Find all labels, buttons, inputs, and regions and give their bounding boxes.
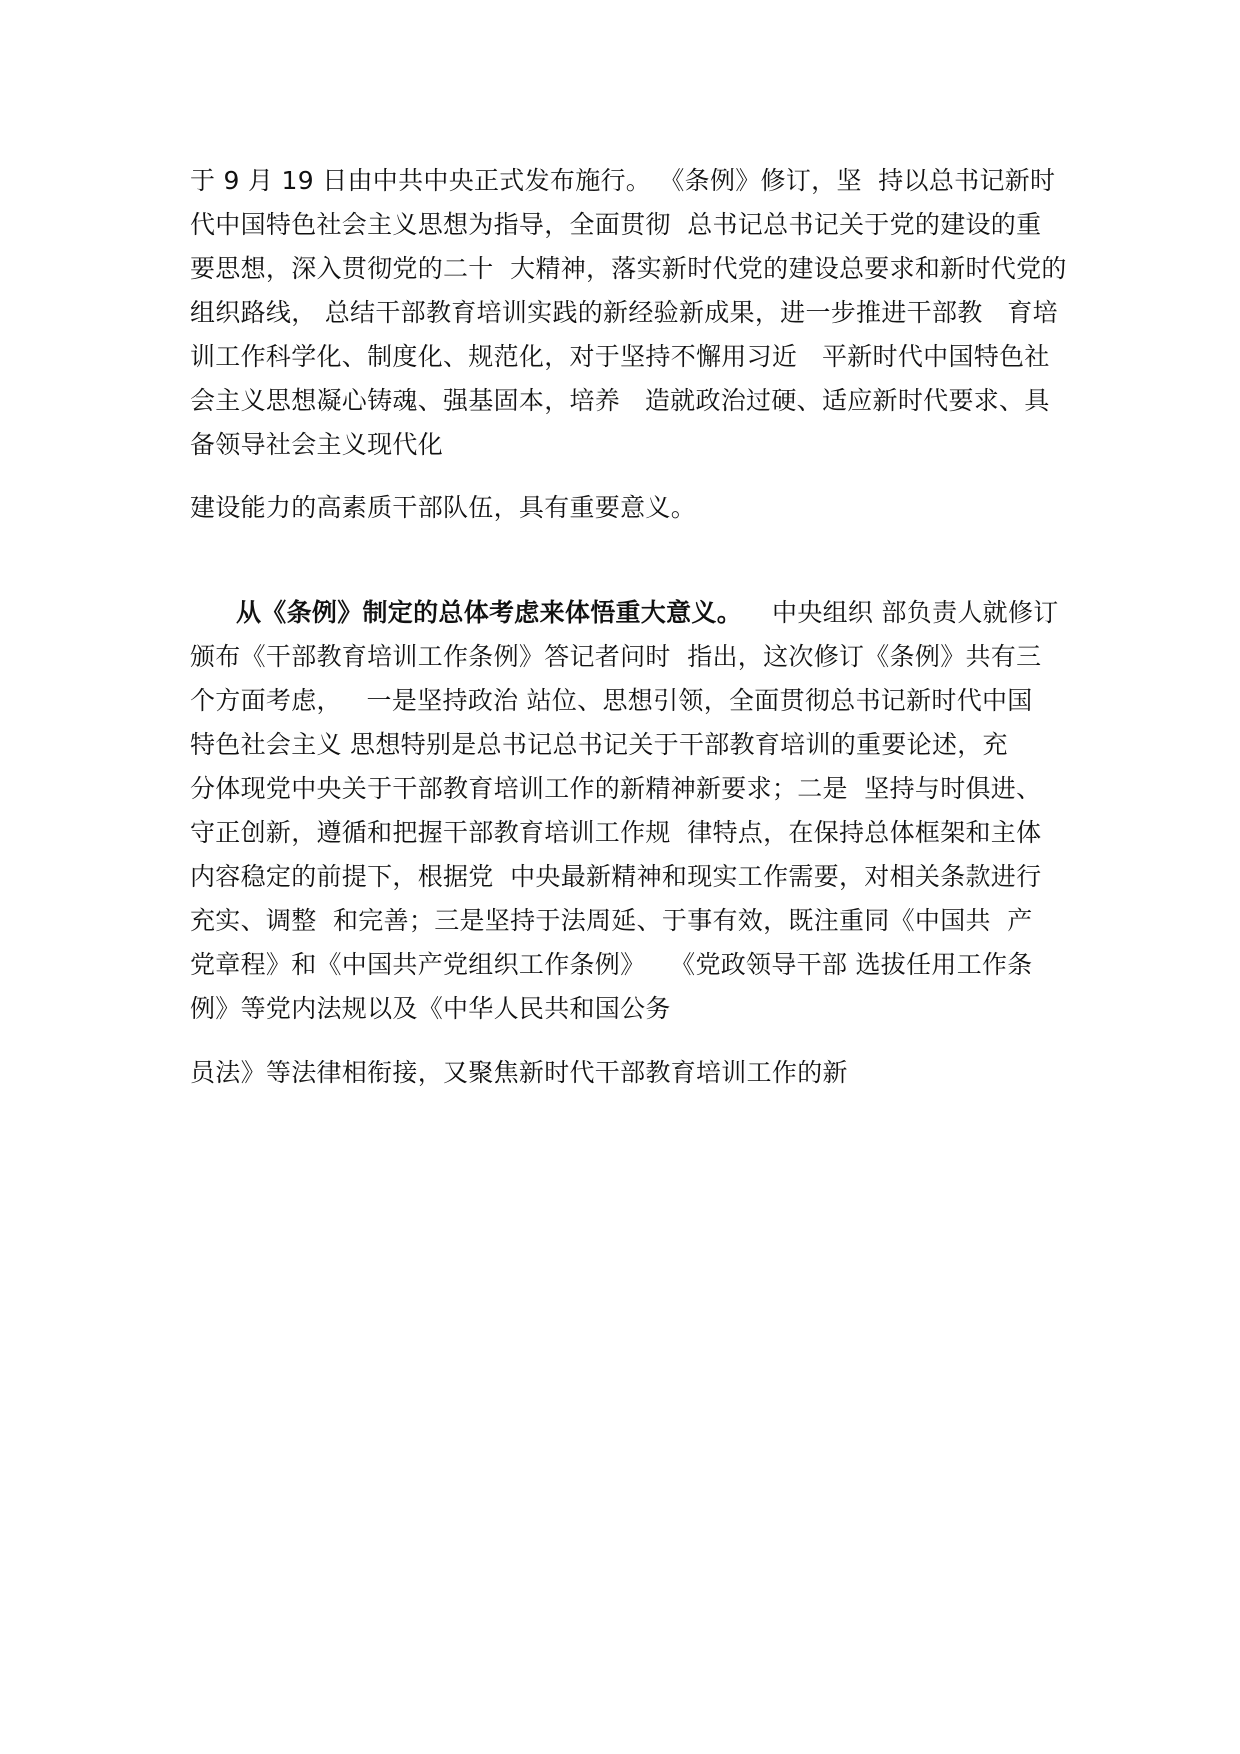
paragraph-1-line-3: 要思想，深入贯彻党的二十 大精神，落实新时代党的建设总要求和新时代党的 <box>190 254 1067 283</box>
paragraph-2-line-3: 个方面考虑， 一是坚持政治 站位、思想引领，全面贯彻总书记新时代中国 <box>190 686 1033 715</box>
paragraph-2-tail: 员法》等法律相衔接，又聚焦新时代干部教育培训工作的新 <box>190 1058 848 1087</box>
paragraph-1-line-1: 于 9 月 19 日由中共中央正式发布施行。 《条例》修订，坚 持以总书记新时 <box>190 166 1056 195</box>
paragraph-2-line-10: 例》等党内法规以及《中华人民共和国公务 <box>190 994 671 1023</box>
paragraph-2-line-4: 特色社会主义 思想特别是总书记总书记关于干部教育培训的重要论述，充 <box>190 730 1008 759</box>
paragraph-2-line-8: 充实、调整 和完善；三是坚持于法周延、于事有效，既注重同《中国共 产 <box>190 906 1033 935</box>
paragraph-1-line-2: 代中国特色社会主义思想为指导，全面贯彻 总书记总书记关于党的建设的重 <box>190 210 1042 239</box>
paragraph-2-line-2: 颁布《干部教育培训工作条例》答记者问时 指出，这次修订《条例》共有三 <box>190 642 1042 671</box>
paragraph-2-line-9: 党章程》和《中国共产党组织工作条例》 《党政领导干部 选拔任用工作条 <box>190 950 1033 979</box>
paragraph-1-line-7: 备领导社会主义现代化 <box>190 430 444 459</box>
paragraph-2-heading: 从《条例》制定的总体考虑来体悟重大意义。 <box>236 598 743 627</box>
paragraph-2-line-6: 守正创新，遵循和把握干部教育培训工作规 律特点，在保持总体框架和主体 <box>190 818 1042 847</box>
paragraph-1-line-5: 训工作科学化、制度化、规范化，对于坚持不懈用习近 平新时代中国特色社 <box>190 342 1050 371</box>
paragraph-1-line-4: 组织路线， 总结干部教育培训实践的新经验新成果，进一步推进干部教 育培 <box>190 298 1058 327</box>
paragraph-2-first-line-rest: 中央组织 部负责人就修订 <box>772 598 1059 627</box>
paragraph-2-line-5: 分体现党中央关于干部教育培训工作的新精神新要求；二是 坚持与时俱进、 <box>190 774 1042 803</box>
paragraph-2-line-7: 内容稳定的前提下，根据党 中央最新精神和现实工作需要，对相关条款进行 <box>190 862 1042 891</box>
paragraph-2-first-line <box>236 596 1059 630</box>
paragraph-1-line-6: 会主义思想凝心铸魂、强基固本，培养 造就政治过硬、适应新时代要求、具 <box>190 386 1050 415</box>
paragraph-1-tail: 建设能力的高素质干部队伍，具有重要意义。 <box>190 493 697 522</box>
